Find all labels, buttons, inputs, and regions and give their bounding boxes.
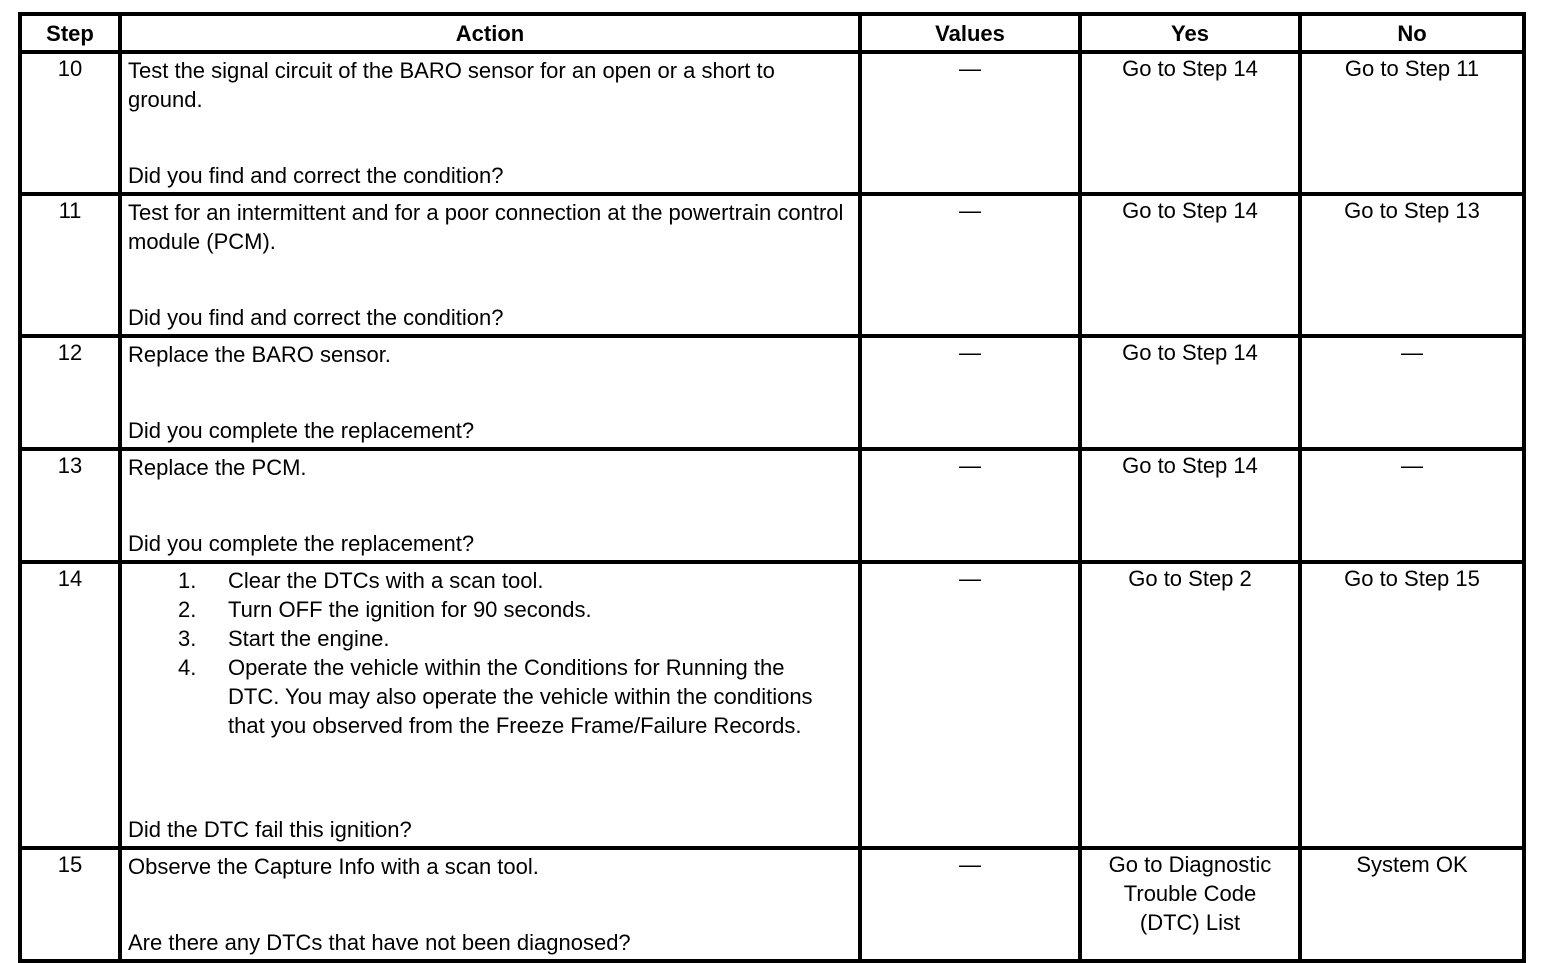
values-cell: — [860,449,1080,562]
action-cell [120,52,860,194]
step-number: 12 [20,336,120,449]
list-item [178,624,852,653]
action-cell [120,449,860,562]
header-action: Action [120,14,860,52]
substep-number: 3. [178,626,197,651]
substep-number: 4. [178,655,197,680]
action-question: Did you find and correct the condition? [128,163,504,188]
yes-cell: Go to Step 2 [1080,562,1300,848]
action-text: Test the signal circuit of the BARO sensor for an open or a short to ground. [128,58,775,112]
header-yes: Yes [1080,14,1300,52]
substep-number: 2. [178,597,197,622]
no-cell: Go to Step 15 [1300,562,1524,848]
substep-text: Operate the vehicle within the Conditions for Running the DTC. You may also operate the vehicle within the conditions that you observed from the Freeze Frame/Failure Records. [228,655,813,738]
action-text: Replace the BARO sensor. [128,342,391,367]
table-row [20,52,1524,194]
substep-text: Clear the DTCs with a scan tool. [228,568,544,593]
no-cell: Go to Step 11 [1300,52,1524,194]
list-item [178,595,852,624]
action-cell [120,848,860,961]
action-text: Observe the Capture Info with a scan tool. [128,854,539,879]
table-row [20,194,1524,336]
header-no: No [1300,14,1524,52]
no-cell: — [1300,449,1524,562]
table-row [20,562,1524,848]
action-cell [120,562,860,848]
table-row [20,848,1524,961]
action-question: Did you find and correct the condition? [128,305,504,330]
yes-cell: Go to Step 14 [1080,449,1300,562]
substep-text: Turn OFF the ignition for 90 seconds. [228,597,592,622]
values-cell: — [860,336,1080,449]
yes-cell: Go to Diagnostic Trouble Code (DTC) List [1080,848,1300,961]
action-text: Replace the PCM. [128,455,307,480]
values-cell: — [860,194,1080,336]
diagnostic-table [18,12,1526,963]
substep-text: Start the engine. [228,626,390,651]
step-number: 14 [20,562,120,848]
values-cell: — [860,848,1080,961]
list-item [178,566,852,595]
action-question: Did you complete the replacement? [128,531,475,556]
action-cell [120,194,860,336]
no-cell: Go to Step 13 [1300,194,1524,336]
action-text: Test for an intermittent and for a poor connection at the powertrain control module (PCM). [128,200,844,254]
step-number: 10 [20,52,120,194]
table-row [20,449,1524,562]
action-question: Are there any DTCs that have not been diagnosed? [128,930,631,955]
yes-cell: Go to Step 14 [1080,336,1300,449]
action-substeps [122,564,858,740]
no-cell: System OK [1300,848,1524,961]
table-row [20,336,1524,449]
substep-number: 1. [178,568,197,593]
action-question: Did the DTC fail this ignition? [128,817,412,842]
list-item [178,653,852,740]
no-cell: — [1300,336,1524,449]
header-step: Step [20,14,120,52]
substep-list [128,566,852,740]
step-number: 11 [20,194,120,336]
values-cell: — [860,562,1080,848]
yes-cell: Go to Step 14 [1080,194,1300,336]
header-values: Values [860,14,1080,52]
action-cell [120,336,860,449]
header-row [20,14,1524,52]
step-number: 13 [20,449,120,562]
yes-cell: Go to Step 14 [1080,52,1300,194]
action-question: Did you complete the replacement? [128,418,475,443]
values-cell: — [860,52,1080,194]
step-number: 15 [20,848,120,961]
